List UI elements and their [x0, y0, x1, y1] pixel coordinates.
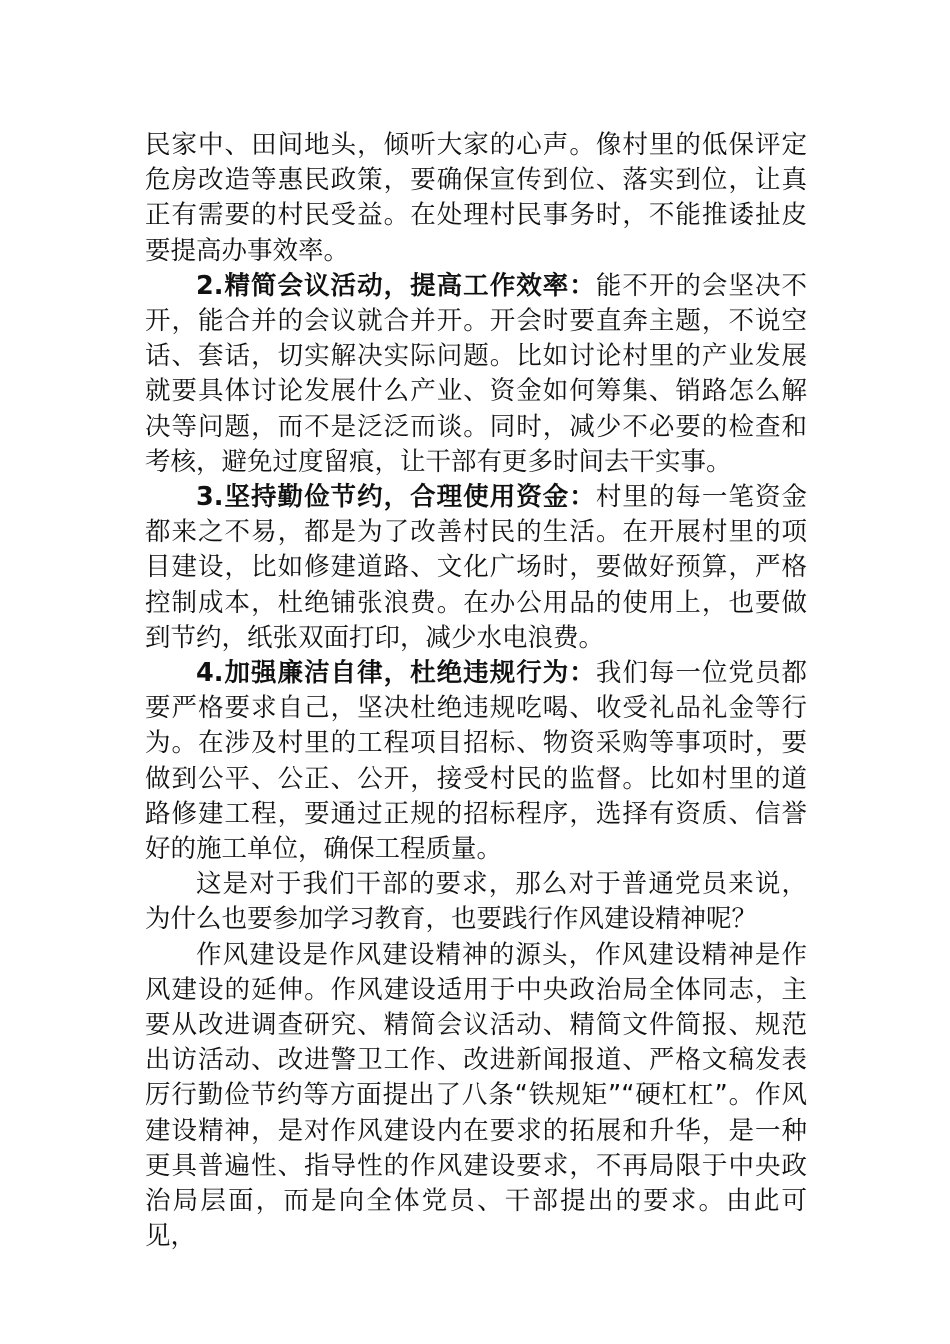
paragraph-1 — [145, 128, 807, 269]
paragraph-3 — [145, 480, 807, 656]
paragraph-3-text: 村里的每一笔资金都来之不易，都是为了改善村民的生活。在开展村里的项目建设，比如修建道路、文化广场时，要做好预算，严格控制成本，杜绝铺张浪费。在办公用品的使用上，也要做到节约，纸张双面打印，减少水电浪费。 — [145, 482, 807, 653]
paragraph-4 — [145, 656, 807, 867]
paragraph-4-heading: 4.加强廉洁自律，杜绝违规行为： — [196, 658, 596, 689]
paragraph-6-text: 作风建设是作风建设精神的源头，作风建设精神是作风建设的延伸。作风建设适用于中央政治局全体同志，主要从改进调查研究、精简会议活动、精简文件简报、规范出访活动、改进警卫工作、改进新闻报道、严格文稿发表厉行勤俭节约等方面提出了八条“铁规矩”“硬杠杠”。作风建设精神，是对作风建设内在要求的拓展和升华，是一种更具普遍性、指导性的作风建设要求，不再局限于中央政治局层面，而是向全体党员、干部提出的要求。由此可见， — [145, 939, 807, 1252]
paragraph-2-heading: 2.精简会议活动，提高工作效率： — [196, 270, 596, 301]
paragraph-6 — [145, 938, 807, 1255]
paragraph-5-text: 这是对于我们干部的要求，那么对于普通党员来说，为什么也要参加学习教育，也要践行作风建设精神呢？ — [145, 869, 807, 935]
paragraph-3-heading: 3.坚持勤俭节约，合理使用资金： — [196, 482, 596, 513]
document-page — [145, 128, 807, 1255]
paragraph-2-text: 能不开的会坚决不开，能合并的会议就合并开。开会时要直奔主题，不说空话、套话，切实解决实际问题。比如讨论村里的产业发展就要具体讨论发展什么产业、资金如何筹集、销路怎么解决等问题，而不是泛泛而谈。同时，减少不必要的检查和考核，避免过度留痕，让干部有更多时间去干实事。 — [145, 270, 807, 477]
paragraph-2 — [145, 269, 807, 480]
paragraph-5 — [145, 867, 807, 937]
paragraph-1-text: 民家中、田间地头，倾听大家的心声。像村里的低保评定危房改造等惠民政策，要确保宣传到位、落实到位，让真正有需要的村民受益。在处理村民事务时，不能推诿扯皮要提高办事效率。 — [145, 130, 807, 266]
paragraph-4-text: 我们每一位党员都要严格要求自己，坚决杜绝违规吃喝、收受礼品礼金等行为。在涉及村里的工程项目招标、物资采购等事项时，要做到公平、公正、公开，接受村民的监督。比如村里的道路修建工程，要通过正规的招标程序，选择有资质、信誉好的施工单位，确保工程质量。 — [145, 658, 807, 865]
